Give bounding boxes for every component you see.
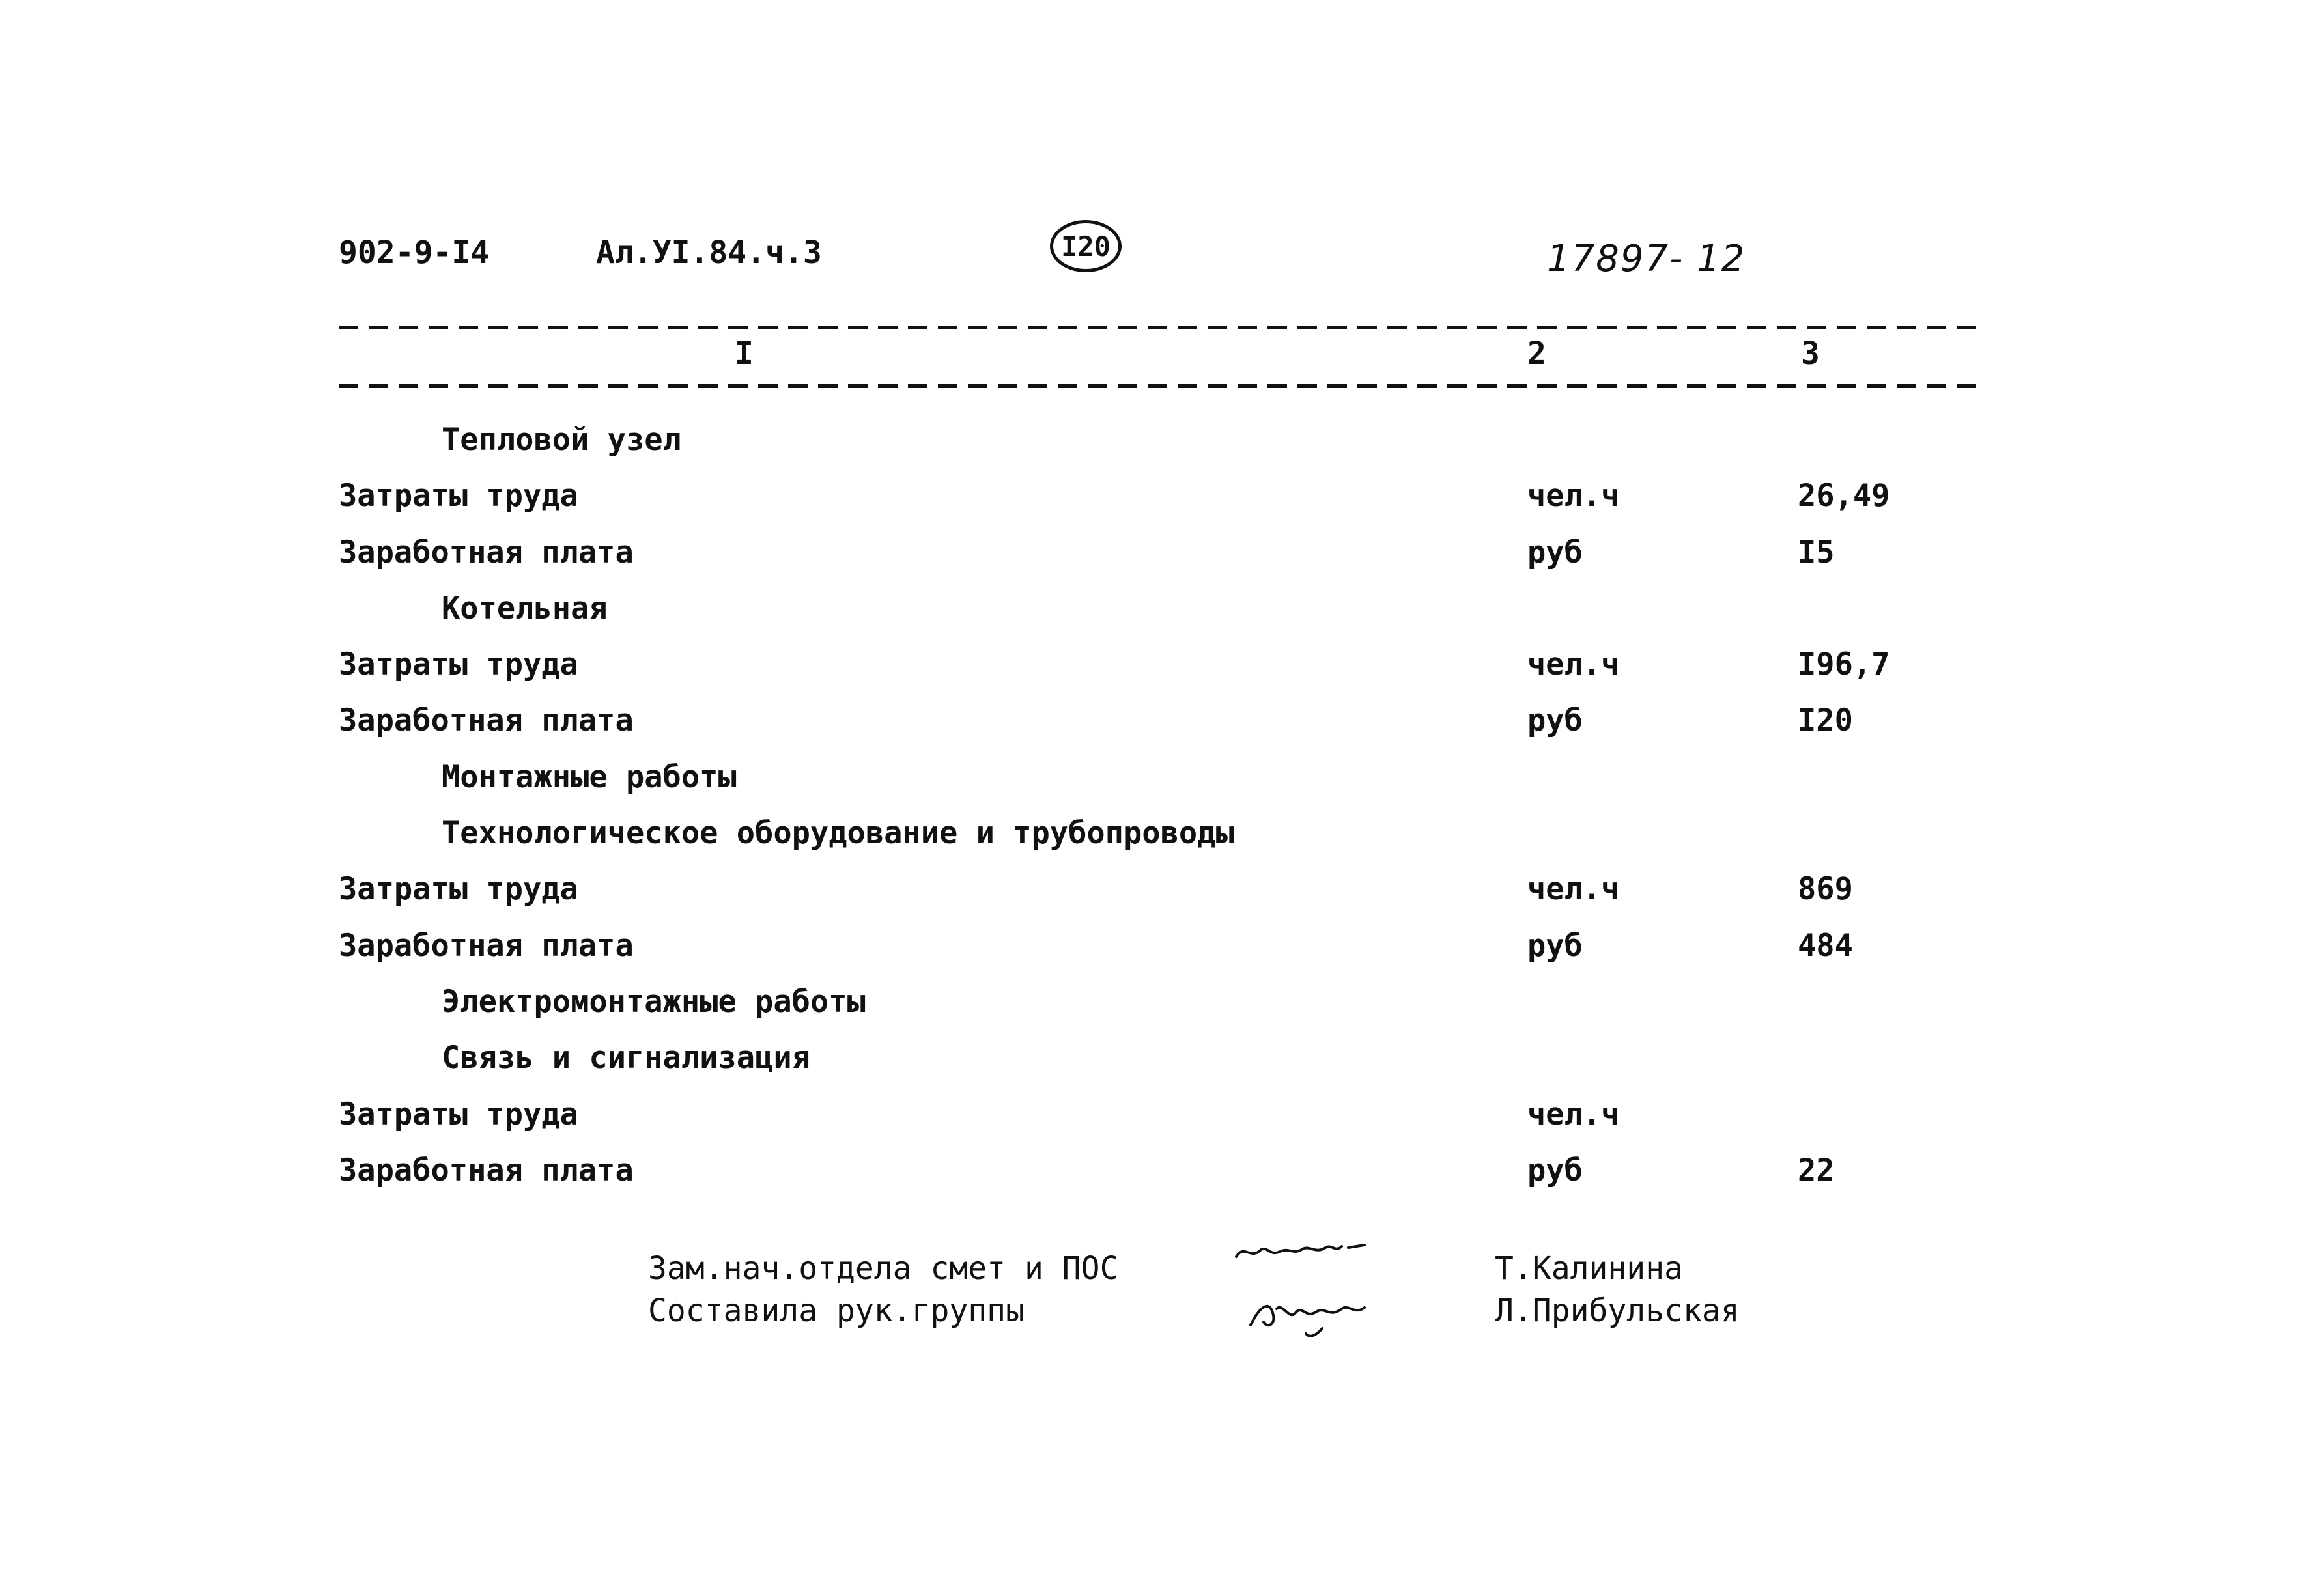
row-label: Затраты труда	[339, 647, 578, 683]
column-header-2: 2	[1527, 335, 1546, 372]
row-label: Затраты труда	[339, 1096, 578, 1132]
section-heading: Электромонтажные работы	[442, 983, 866, 1020]
section-heading-row	[339, 759, 1983, 815]
section-heading-row	[339, 591, 1983, 647]
row-label: Затраты труда	[339, 478, 578, 514]
page-number-circled: I20	[1050, 220, 1122, 272]
section-heading: Тепловой узел	[442, 422, 681, 458]
signatory-role: Составила рук.группы	[648, 1293, 1025, 1329]
cost-table-body	[339, 422, 1983, 1209]
signatory-name: Т.Калинина	[1495, 1250, 1683, 1287]
row-value: 26,49	[1798, 478, 1890, 514]
inventory-number: 17897- 12	[1547, 238, 1746, 280]
signatory-name: Л.Прибульская	[1495, 1293, 1740, 1329]
row-label: Заработная плата	[339, 703, 634, 739]
handwritten-signature	[1231, 1231, 1387, 1270]
table-top-rule	[339, 326, 1983, 329]
row-label: Заработная плата	[339, 927, 634, 964]
row-unit: чел.ч	[1527, 478, 1620, 514]
signatory-role: Зам.нач.отдела смет и ПОС	[648, 1250, 1119, 1287]
row-unit: чел.ч	[1527, 871, 1620, 908]
section-heading: Технологическое оборудование и трубопроводы	[442, 815, 1234, 852]
section-heading-row	[339, 1040, 1983, 1096]
row-label: Заработная плата	[339, 1152, 634, 1188]
section-heading: Монтажные работы	[442, 759, 737, 795]
table-row	[339, 535, 1983, 591]
row-label: Затраты труда	[339, 871, 578, 908]
column-header-3: 3	[1801, 335, 1820, 372]
table-row	[339, 928, 1983, 984]
section-heading-row	[339, 422, 1983, 478]
table-row	[339, 1153, 1983, 1209]
table-header-rule	[339, 384, 1983, 388]
row-value: 22	[1798, 1152, 1835, 1188]
row-unit: чел.ч	[1527, 1096, 1620, 1132]
row-unit: руб	[1527, 534, 1583, 570]
row-unit: чел.ч	[1527, 647, 1620, 683]
handwritten-signature	[1244, 1289, 1387, 1341]
row-value: 869	[1798, 871, 1853, 908]
album-reference: Ал.УI.84.ч.3	[596, 234, 822, 271]
row-label: Заработная плата	[339, 534, 634, 570]
section-heading-row	[339, 984, 1983, 1040]
row-value: 484	[1798, 927, 1853, 964]
table-row	[339, 647, 1983, 703]
table-row	[339, 871, 1983, 927]
row-value: I96,7	[1798, 647, 1890, 683]
table-row	[339, 1097, 1983, 1153]
column-header-1: I	[735, 335, 754, 372]
table-row	[339, 478, 1983, 534]
row-unit: руб	[1527, 927, 1583, 964]
section-heading: Связь и сигнализация	[442, 1040, 810, 1076]
row-value: I20	[1798, 703, 1853, 739]
row-unit: руб	[1527, 703, 1583, 739]
row-value: I5	[1798, 534, 1835, 570]
document-code: 902-9-I4	[339, 234, 490, 271]
section-heading-row	[339, 815, 1983, 871]
row-unit: руб	[1527, 1152, 1583, 1188]
section-heading: Котельная	[442, 590, 608, 626]
table-row	[339, 703, 1983, 759]
